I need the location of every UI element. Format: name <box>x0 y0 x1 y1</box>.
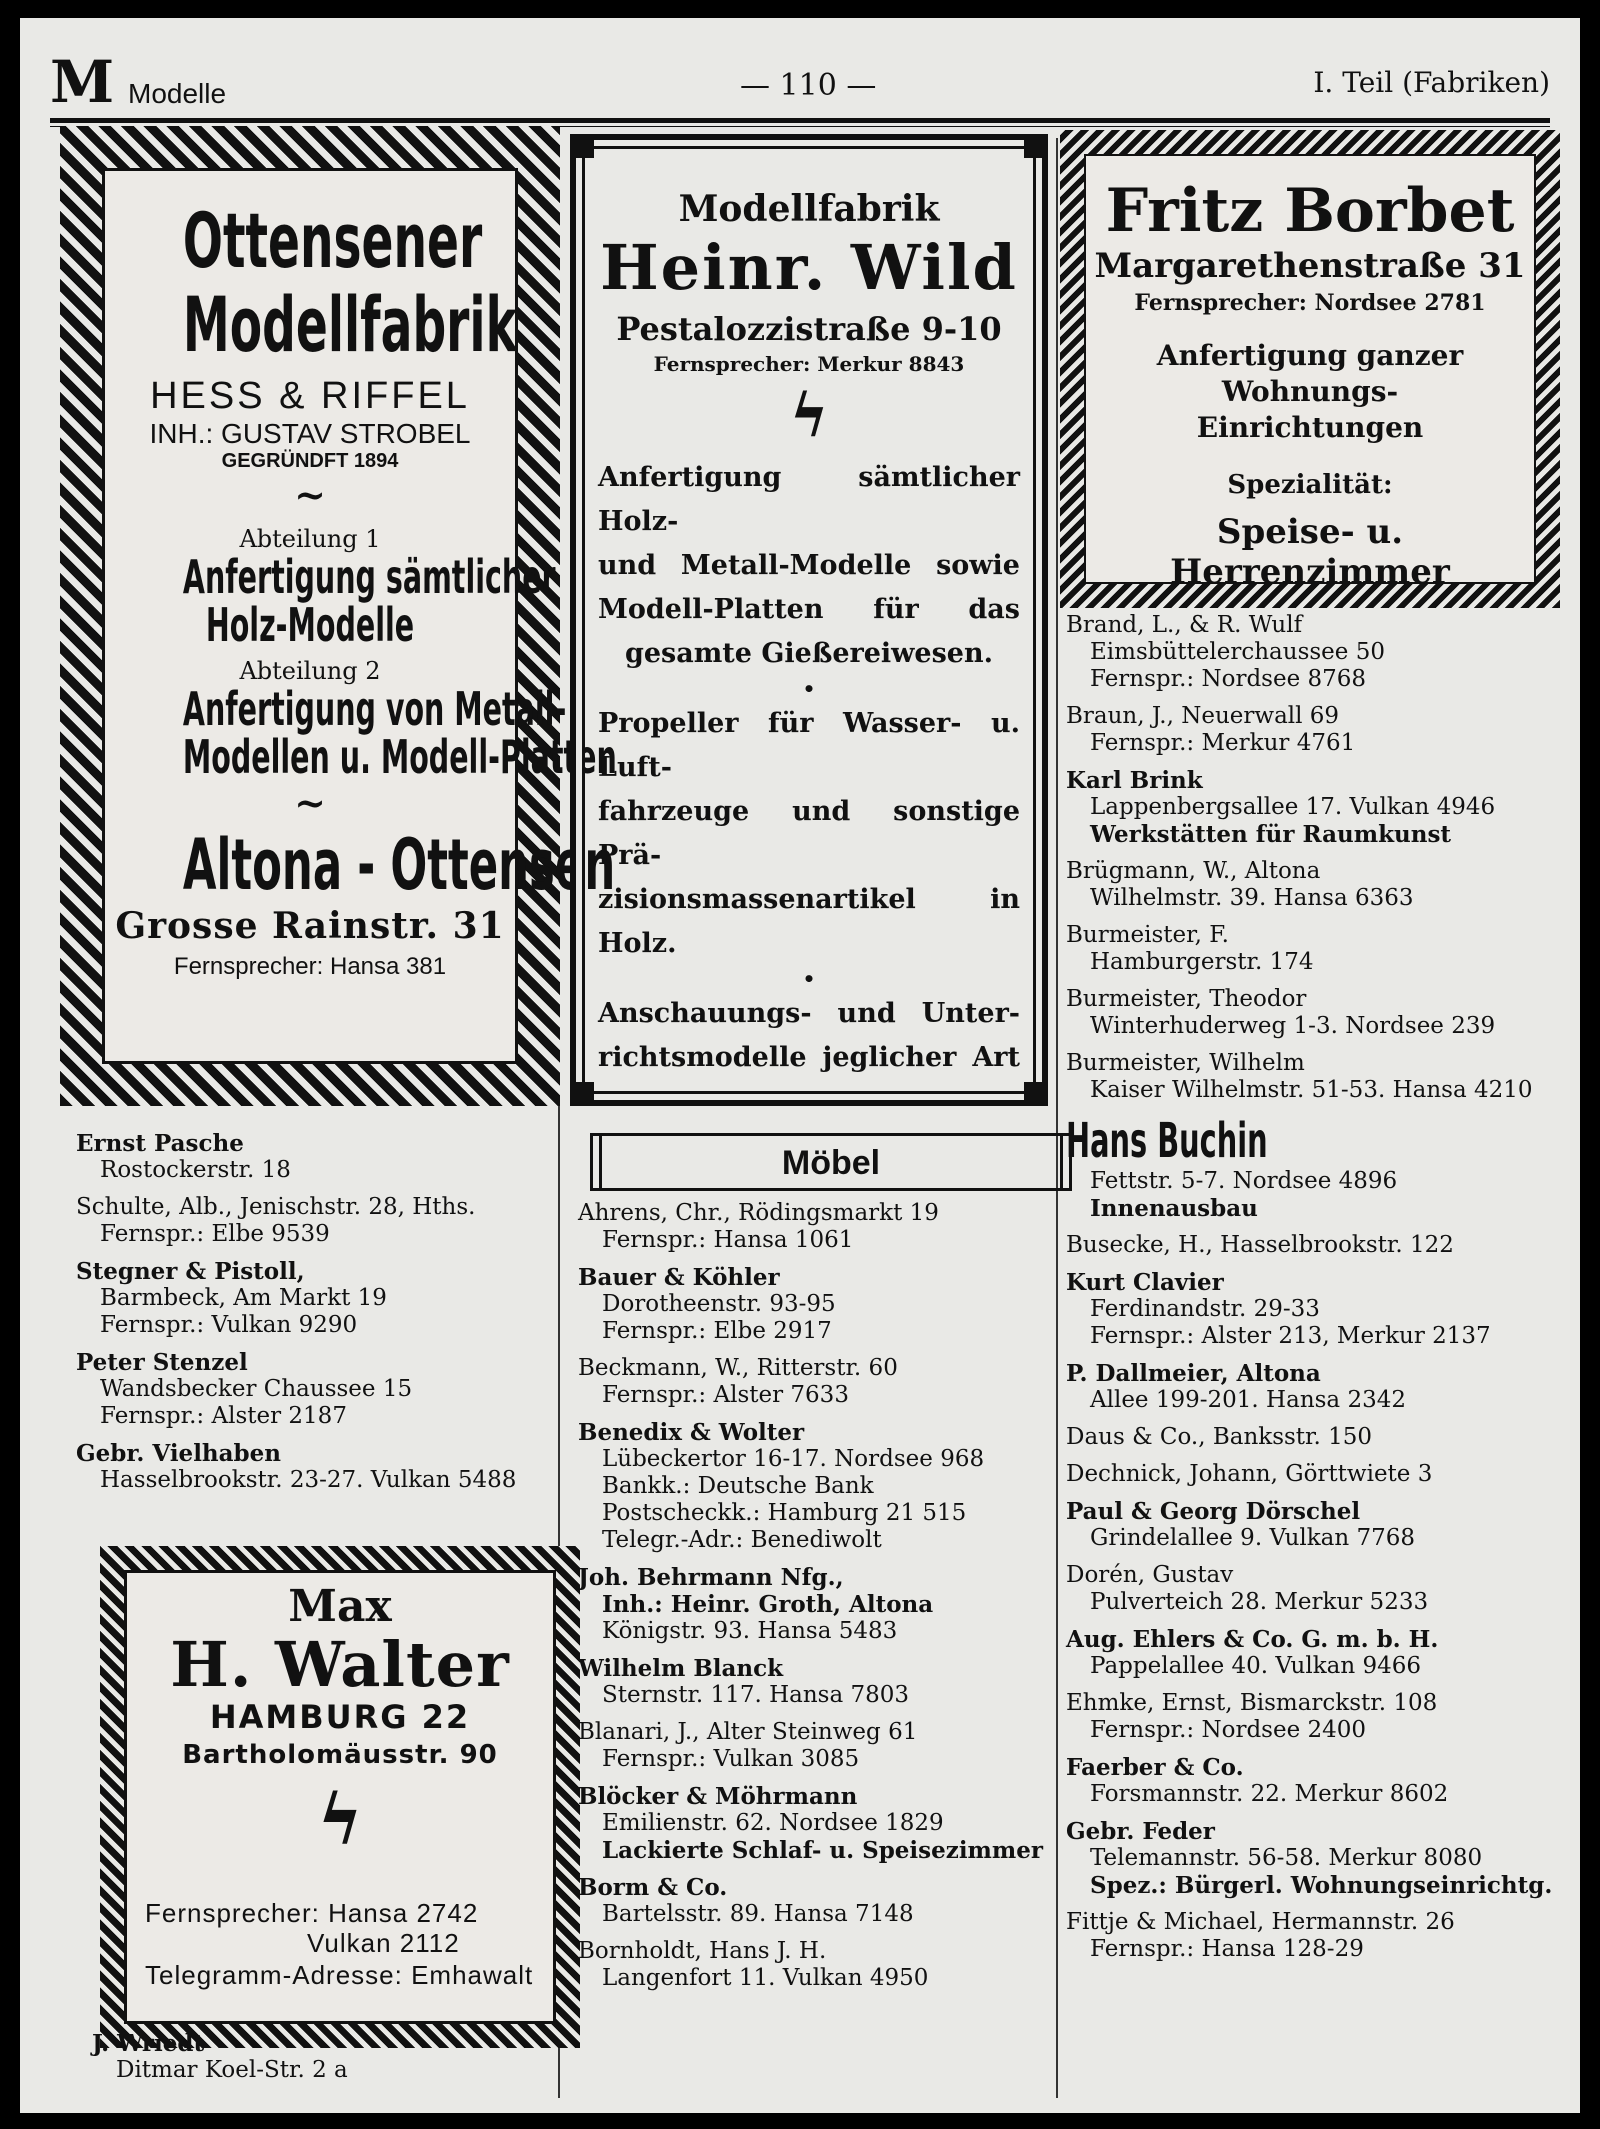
entry-detail: Lübeckertor 16-17. Nordsee 968 <box>602 1446 985 1472</box>
entry-detail: Ferdinandstr. 29-33 <box>1090 1296 1320 1322</box>
entry-detail: Winterhuderweg 1-3. Nordsee 239 <box>1090 1013 1496 1039</box>
entry-detail: Inh.: Heinr. Groth, Altona <box>602 1591 934 1618</box>
ad-text: Wohnungs- <box>1221 375 1399 408</box>
ad-text: und Metall-Modelle sowie <box>598 550 1020 581</box>
section-letter: M <box>50 48 113 116</box>
directory-entry <box>1066 1050 1566 1104</box>
directory-entry <box>1066 1424 1566 1451</box>
entry-name: Fittje & Michael, Hermannstr. 26 <box>1066 1909 1455 1935</box>
advertisement-heinr-wild <box>568 130 1050 1110</box>
directory-entry <box>578 1719 1058 1773</box>
lightning-icon: ϟ <box>316 1778 364 1861</box>
ad-owner: INH.: GUSTAV STROBEL <box>149 418 471 449</box>
ad-text: Holz-Modelle <box>205 598 415 652</box>
entry-name: Blanari, J., Alter Steinweg 61 <box>578 1719 918 1745</box>
entry-detail: Fernspr.: Alster 213, Merkur 2137 <box>1090 1323 1491 1349</box>
entry-detail: Sternstr. 117. Hansa 7803 <box>602 1682 910 1708</box>
entry-detail: Forsmannstr. 22. Merkur 8602 <box>1090 1781 1449 1807</box>
ad-text: Anfertigung von Metall- <box>182 682 567 736</box>
directory-entry <box>578 1264 1058 1345</box>
entry-detail: Postscheckk.: Hamburg 21 515 <box>602 1500 967 1526</box>
ad-founded: GEGRÜNDFT 1894 <box>221 450 399 472</box>
ad-specialty-label: Spezialität: <box>1227 470 1393 500</box>
entry-name: Beckmann, W., Ritterstr. 60 <box>578 1355 898 1381</box>
entry-name: Borm & Co. <box>578 1874 728 1901</box>
entry-detail: Wilhelmstr. 39. Hansa 6363 <box>1090 885 1414 911</box>
ad-phone: Fernsprecher: Nordsee 2781 <box>1134 290 1486 316</box>
category-heading-moebel <box>590 1133 1072 1191</box>
ad-text: zisionsmassenartikel in Holz. <box>598 884 1020 959</box>
entry-name: Dechnick, Johann, Görttwiete 3 <box>1066 1461 1433 1487</box>
entry-detail: Telemannstr. 56-58. Merkur 8080 <box>1090 1845 1483 1871</box>
entry-detail: Lappenbergsallee 17. Vulkan 4946 <box>1090 794 1496 820</box>
directory-entry <box>1066 1269 1566 1350</box>
ad-text: Anfertigung sämtlicher Holz- <box>598 462 1020 537</box>
entry-detail: Lackierte Schlaf- u. Speisezimmer <box>602 1837 1043 1864</box>
directory-entry <box>578 1419 1058 1554</box>
directory-entry <box>1066 767 1566 848</box>
entry-detail: Fernspr.: Hansa 128-29 <box>1090 1936 1364 1962</box>
directory-entry <box>1066 986 1566 1040</box>
ad-company: Fritz Borbet <box>1105 176 1515 246</box>
ad-street: Bartholomäusstr. 90 <box>182 1740 498 1770</box>
directory-entry <box>76 1130 556 1184</box>
entry-name: Burmeister, Wilhelm <box>1066 1050 1305 1076</box>
entry-name: Ahrens, Chr., Rödingsmarkt 19 <box>578 1200 939 1226</box>
entry-detail: Bankk.: Deutsche Bank <box>602 1473 874 1499</box>
ad-department: Abteilung 1 <box>239 525 381 553</box>
directory-entry <box>1066 703 1566 757</box>
corner-square <box>1024 1082 1046 1104</box>
directory-entry <box>1066 1909 1566 1963</box>
ad-text: fahrzeuge und sonstige Prä- <box>598 796 1020 871</box>
directory-entry <box>76 1440 556 1494</box>
ad-street: Margarethenstraße 31 <box>1094 246 1526 286</box>
advertisement-max-h-walter <box>100 1546 580 2048</box>
ad-text: Anschauungs- und Unter- <box>598 998 1020 1029</box>
directory-entry <box>92 2030 552 2084</box>
entry-name: Aug. Ehlers & Co. G. m. b. H. <box>1066 1626 1439 1653</box>
entry-name: Stegner & Pistoll, <box>76 1258 305 1285</box>
bullet-icon: • <box>802 677 816 701</box>
entry-name: Brügmann, W., Altona <box>1066 858 1321 884</box>
ad-text: richtsmodelle jeglicher Art <box>598 1042 1020 1073</box>
entry-name: Bornholdt, Hans J. H. <box>578 1938 827 1964</box>
entry-detail: Allee 199-201. Hansa 2342 <box>1090 1387 1406 1413</box>
entry-detail: Telegr.-Adr.: Benediwolt <box>602 1527 882 1553</box>
entry-detail: Kaiser Wilhelmstr. 51-53. Hansa 4210 <box>1090 1077 1533 1103</box>
entry-detail: Pappelallee 40. Vulkan 9466 <box>1090 1653 1422 1679</box>
directory-entry <box>578 1938 1058 1992</box>
entry-detail: Dorotheenstr. 93-95 <box>602 1291 836 1317</box>
entry-name: J. Wriedt <box>92 2030 205 2057</box>
ad-street: Grosse Rainstr. 31 <box>115 905 505 947</box>
entry-name: Peter Stenzel <box>76 1349 248 1376</box>
entry-detail: Pulverteich 28. Merkur 5233 <box>1090 1589 1429 1615</box>
directory-entry <box>578 1874 1058 1928</box>
entry-detail: Fernspr.: Hansa 1061 <box>602 1227 854 1253</box>
ad-text: Einrichtungen <box>1196 411 1424 444</box>
entry-detail: Fettstr. 5-7. Nordsee 4896 <box>1090 1168 1398 1194</box>
directory-entry <box>1066 1562 1566 1616</box>
entry-name: Gebr. Vielhaben <box>76 1440 281 1467</box>
entry-name: Ehmke, Ernst, Bismarckstr. 108 <box>1066 1690 1438 1716</box>
ad-title: Modellfabrik <box>678 188 940 230</box>
entry-name: Braun, J., Neuerwall 69 <box>1066 703 1340 729</box>
entry-detail: Fernspr.: Nordsee 8768 <box>1090 666 1367 692</box>
directory-entry <box>578 1355 1058 1409</box>
entry-detail: Fernspr.: Vulkan 9290 <box>100 1312 358 1338</box>
ad-phone: Fernsprecher: Hansa 2742 <box>145 1898 479 1928</box>
ornament-tilde: ~ <box>294 472 326 517</box>
ad-specialty: Speise- u. Herrenzimmer <box>1170 512 1450 592</box>
entry-name: Paul & Georg Dörschel <box>1066 1498 1361 1525</box>
entry-name: Schulte, Alb., Jenischstr. 28, Hths. <box>76 1194 476 1220</box>
ornament-tilde: ~ <box>294 780 326 825</box>
corner-square <box>572 1082 594 1104</box>
ad-department: Abteilung 2 <box>239 657 381 685</box>
directory-entry <box>1066 1626 1566 1680</box>
entry-detail: Grindelallee 9. Vulkan 7768 <box>1090 1525 1416 1551</box>
ad-inner-box <box>102 168 617 1064</box>
directory-entry <box>1066 1461 1566 1488</box>
header-rule <box>50 118 1550 123</box>
entry-name: Blöcker & Möhrmann <box>578 1783 858 1810</box>
directory-entry <box>76 1258 556 1339</box>
entry-detail: Langenfort 11. Vulkan 4950 <box>602 1965 929 1991</box>
advertisement-ottensener-modellfabrik <box>60 126 617 1106</box>
ad-text: gesamte Gießereiwesen. <box>624 638 994 669</box>
directory-entry <box>1066 612 1566 693</box>
directory-entry <box>578 1655 1058 1709</box>
listing-column-3 <box>1066 612 1566 1973</box>
advertisement-fritz-borbet <box>1060 130 1560 608</box>
directory-entry <box>1066 1690 1566 1744</box>
entry-detail: Fernspr.: Merkur 4761 <box>1090 730 1356 756</box>
ad-company: H. Walter <box>170 1628 510 1701</box>
entry-detail: Königstr. 93. Hansa 5483 <box>602 1618 898 1644</box>
entry-detail: Fernspr.: Elbe 2917 <box>602 1318 832 1344</box>
ad-name: Max <box>288 1581 392 1632</box>
entry-name: Brand, L., & R. Wulf <box>1066 612 1303 638</box>
entry-detail: Fernspr.: Alster 7633 <box>602 1382 849 1408</box>
ad-phone: Fernsprecher: Hansa 381 <box>173 953 447 980</box>
entry-detail: Barmbeck, Am Markt 19 <box>100 1285 387 1311</box>
ad-text: Modellen u. Modell-Platten <box>182 730 617 784</box>
entry-name: Busecke, H., Hasselbrookstr. 122 <box>1066 1232 1454 1258</box>
page-number: — 110 — <box>740 68 877 103</box>
directory-entry <box>76 1349 556 1430</box>
ad-text: Anfertigung ganzer <box>1156 339 1464 372</box>
entry-name: P. Dallmeier, Altona <box>1066 1360 1321 1387</box>
ad-text: Propeller für Wasser- u. Luft- <box>598 708 1020 783</box>
ad-text: Modell-Platten für das <box>598 594 1020 625</box>
entry-name: Benedix & Wolter <box>578 1419 805 1446</box>
entry-name: Burmeister, F. <box>1066 922 1229 948</box>
directory-entry <box>1066 858 1566 912</box>
ad-inner-box <box>124 1570 556 2024</box>
entry-detail: Innenausbau <box>1090 1195 1258 1222</box>
entry-name: Daus & Co., Banksstr. 150 <box>1066 1424 1373 1450</box>
lightning-icon: ϟ <box>789 381 829 451</box>
entry-name: Joh. Behrmann Nfg., <box>578 1564 844 1591</box>
directory-entry <box>1066 1498 1566 1552</box>
entry-detail: Emilienstr. 62. Nordsee 1829 <box>602 1810 944 1836</box>
page-header <box>50 48 1550 118</box>
directory-entry <box>1066 1232 1566 1259</box>
ad-title: Modellfabrik <box>182 280 517 369</box>
directory-entry <box>1066 1818 1566 1899</box>
ad-street: Pestalozzistraße 9-10 <box>616 310 1002 348</box>
ad-phone: Vulkan 2112 <box>307 1928 460 1958</box>
entry-name: Gebr. Feder <box>1066 1818 1215 1845</box>
ad-place: Altona - Ottensen <box>182 824 616 906</box>
corner-square <box>1024 136 1046 158</box>
entry-detail: Fernspr.: Alster 2187 <box>100 1403 347 1429</box>
entry-detail: Ditmar Koel-Str. 2 a <box>116 2057 348 2083</box>
ad-inner-box <box>1084 154 1536 592</box>
listing-column-2 <box>578 1200 1058 2002</box>
bullet-icon: • <box>802 967 816 991</box>
entry-detail: Bartelsstr. 89. Hansa 7148 <box>602 1901 914 1927</box>
directory-entry <box>1066 922 1566 976</box>
directory-entry <box>578 1200 1058 1254</box>
corner-square <box>572 136 594 158</box>
ad-city: HAMBURG 22 <box>209 1698 471 1736</box>
entry-name: Kurt Clavier <box>1066 1269 1224 1296</box>
entry-name: Ernst Pasche <box>76 1130 244 1157</box>
entry-name: Burmeister, Theodor <box>1066 986 1307 1012</box>
entry-name: Karl Brink <box>1066 767 1203 794</box>
ad-text: Anfertigung sämtlicher <box>182 550 556 604</box>
listing-column-1 <box>76 1130 556 1504</box>
ad-company: Heinr. Wild <box>600 231 1018 304</box>
entry-detail: Eimsbüttelerchaussee 50 <box>1090 639 1385 665</box>
entry-detail: Werkstätten für Raumkunst <box>1090 821 1452 848</box>
directory-entry <box>578 1783 1058 1864</box>
category-heading-label: Möbel <box>781 1144 881 1182</box>
entry-detail: Fernspr.: Nordsee 2400 <box>1090 1717 1367 1743</box>
section-title: Modelle <box>128 78 227 109</box>
entry-detail: Hasselbrookstr. 23-27. Vulkan 5488 <box>100 1467 517 1493</box>
ad-telegram: Telegramm-Adresse: Emhawalt <box>145 1960 534 1990</box>
directory-entry <box>1066 1754 1566 1808</box>
entry-name: Hans Buchin <box>1066 1113 1268 1169</box>
entry-detail: Fernspr.: Elbe 9539 <box>100 1221 330 1247</box>
entry-name: Bauer & Köhler <box>578 1264 780 1291</box>
entry-name: Dorén, Gustav <box>1066 1562 1234 1588</box>
part-title: I. Teil (Fabriken) <box>1313 66 1550 99</box>
directory-entry <box>76 1194 556 1248</box>
entry-detail: Hamburgerstr. 174 <box>1090 949 1314 975</box>
directory-entry <box>1066 1114 1566 1222</box>
entry-detail: Rostockerstr. 18 <box>100 1157 291 1183</box>
entry-detail: Fernspr.: Vulkan 3085 <box>602 1746 860 1772</box>
ad-phone: Fernsprecher: Merkur 8843 <box>653 352 965 376</box>
entry-name: Wilhelm Blanck <box>578 1655 784 1682</box>
directory-entry <box>1066 1360 1566 1414</box>
entry-name: Faerber & Co. <box>1066 1754 1244 1781</box>
directory-entry <box>578 1564 1058 1645</box>
ad-title: Ottensener <box>182 196 483 285</box>
listing-column-1-bottom <box>92 2030 552 2094</box>
ad-content <box>590 170 1028 1080</box>
entry-detail: Spez.: Bürgerl. Wohnungseinrichtg. <box>1090 1872 1553 1899</box>
entry-detail: Wandsbecker Chaussee 15 <box>100 1376 413 1402</box>
ad-company: HESS & RIFFEL <box>150 375 470 417</box>
directory-page <box>20 18 1580 2113</box>
